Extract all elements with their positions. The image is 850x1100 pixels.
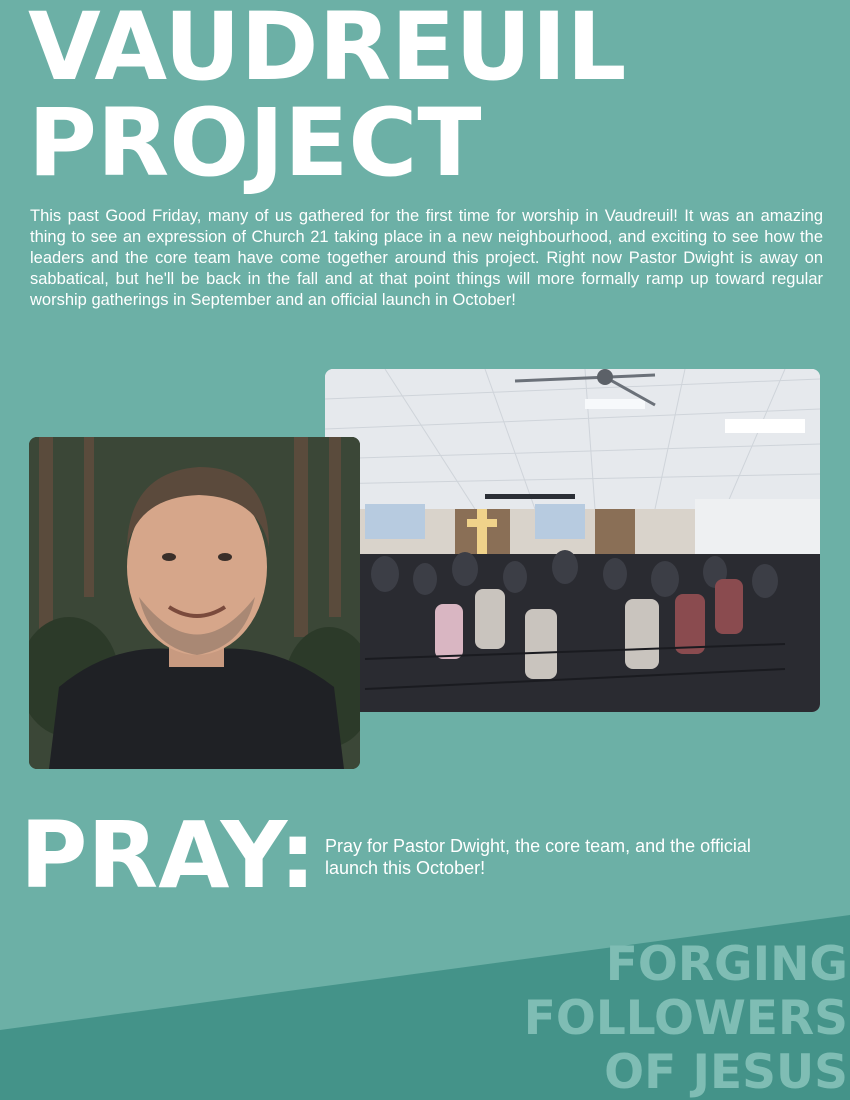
tagline-line-3: OF JESUS (604, 1045, 848, 1100)
tagline-line-1: FORGING (605, 937, 848, 992)
pastor-portrait (29, 437, 360, 769)
page-title-line-2: PROJECT (28, 89, 482, 198)
tagline-line-2: FOLLOWERS (523, 991, 848, 1046)
pray-heading: PRAY: (20, 802, 317, 909)
worship-gathering-photo (325, 369, 820, 712)
pray-text: Pray for Pastor Dwight, the core team, and the official launch this October! (325, 836, 751, 878)
page-title-line-1: VAUDREUIL (28, 0, 627, 102)
intro-paragraph: This past Good Friday, many of us gathered for the first time for worship in Vaudreuil! It was an amazing thing to see an expression of Church 21 taking place in a new neighbourhood, and exciting to see how the leaders and the core team have come together around this project. Right now Pastor Dwight is away on sabbatical, but he'll be back in the fall and at that point things will more formally ramp up toward regular worship gatherings in September and an official launch in October! (30, 207, 823, 309)
page-title (28, 0, 627, 198)
tagline (524, 938, 848, 1100)
